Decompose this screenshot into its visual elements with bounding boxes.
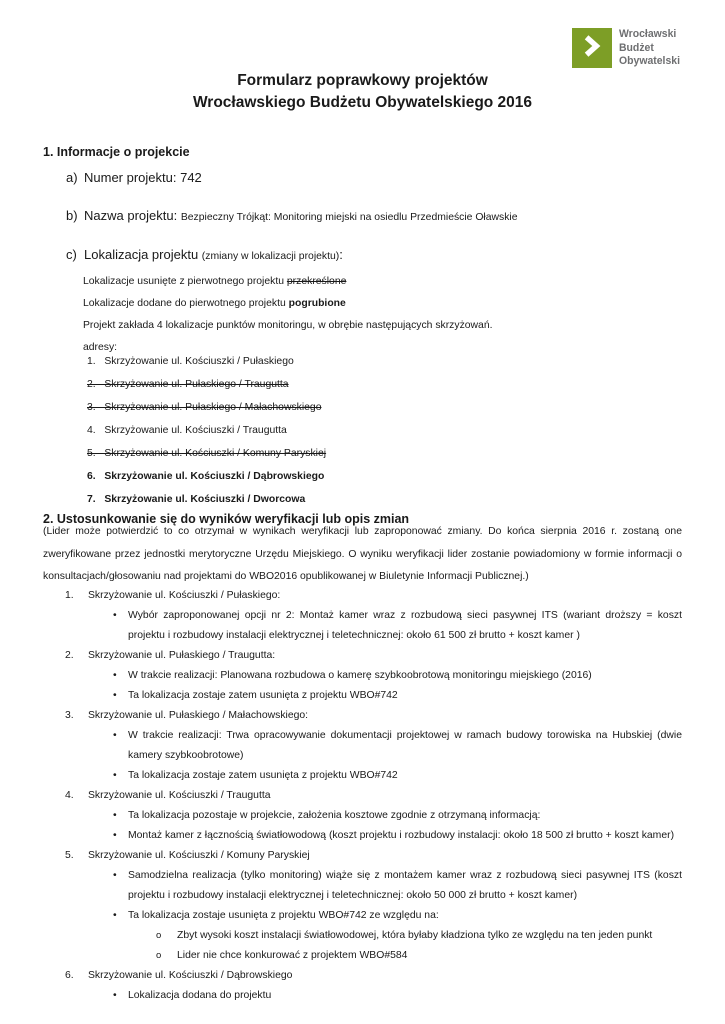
logo-line: Obywatelski bbox=[618, 55, 680, 67]
change-item-title bbox=[43, 846, 682, 866]
section1-heading: 1. Informacje o projekcie bbox=[43, 145, 190, 159]
location-item: 6. Skrzyżowanie ul. Kościuszki / Dąbrowskiego bbox=[87, 471, 325, 482]
bullet-text: Ta lokalizacja zostaje zatem usunięta z projektu WBO#742 bbox=[128, 769, 398, 781]
logo-wordmark bbox=[619, 28, 680, 69]
bullet-text: Lokalizacja dodana do projektu bbox=[128, 989, 272, 1001]
change-subbullet bbox=[43, 926, 682, 946]
project-name-value: Bezpieczny Trójkąt: Monitoring miejski na osiedlu Przedmieście Oławskie bbox=[180, 212, 518, 223]
circle-bullet-icon: o bbox=[156, 929, 162, 941]
bullet-icon: • bbox=[113, 829, 117, 841]
location-list bbox=[87, 350, 682, 511]
location-note: (zmiany w lokalizacji projektu) bbox=[201, 251, 340, 262]
addresses-label: adresy: bbox=[83, 342, 118, 353]
bullet-icon: • bbox=[113, 729, 117, 741]
change-item-number: 1. bbox=[65, 589, 74, 601]
chevron-right-icon bbox=[579, 33, 605, 64]
field-project-location bbox=[43, 246, 682, 266]
change-item-number: 6. bbox=[65, 969, 74, 981]
legend-added bbox=[83, 293, 682, 315]
location-item: 3. Skrzyżowanie ul. Pułaskiego / Małachowskiego bbox=[87, 402, 322, 413]
bullet-icon: • bbox=[113, 769, 117, 781]
logo-square bbox=[572, 28, 612, 68]
logo-line: Wrocławski bbox=[618, 28, 677, 40]
location-item: 4. Skrzyżowanie ul. Kościuszki / Traugutta bbox=[87, 425, 287, 436]
bullet-text: Montaż kamer z łącznością światłowodową (koszt projektu i rozbudowy instalacji: około 18 500 zł brutto + koszt kamer) bbox=[128, 829, 675, 841]
title-line-2: Wrocławskiego Budżetu Obywatelskiego 2016 bbox=[192, 94, 533, 111]
bullet-text: Ta lokalizacja pozostaje w projekcie, założenia kosztowe zgodnie z otrzymaną informacją: bbox=[128, 809, 541, 821]
change-bullet bbox=[43, 806, 682, 826]
change-item-text: Skrzyżowanie ul. Kościuszki / Pułaskiego: bbox=[88, 589, 281, 601]
change-bullet bbox=[43, 906, 682, 926]
changes-list bbox=[43, 586, 682, 1006]
location-item: 1. Skrzyżowanie ul. Kościuszki / Pułaskiego bbox=[87, 356, 294, 367]
bullet-text: W trakcie realizacji: Planowana rozbudowa o kamerę szybkoobrotową monitoringu miejskiego (2016) bbox=[128, 669, 592, 681]
bullet-icon: • bbox=[113, 869, 117, 881]
subbullet-text: Lider nie chce konkurować z projektem WBO#584 bbox=[177, 949, 408, 961]
change-bullet bbox=[43, 606, 682, 646]
location-details bbox=[83, 271, 682, 359]
change-bullet bbox=[43, 726, 682, 766]
change-bullet bbox=[43, 766, 682, 786]
legend-removed-prefix: Lokalizacje usunięte z pierwotnego projektu bbox=[83, 276, 287, 287]
field-label-c: c) bbox=[66, 247, 77, 262]
change-item-number: 4. bbox=[65, 789, 74, 801]
subbullet-text: Zbyt wysoki koszt instalacji światłowodowej, która byłaby kładziona tylko ze względu na ten jeden punkt bbox=[177, 929, 653, 941]
change-bullet bbox=[43, 686, 682, 706]
bullet-text: Ta lokalizacja zostaje usunięta z projektu WBO#742 ze względu na: bbox=[128, 909, 439, 921]
legend-added-word: pogrubione bbox=[288, 298, 346, 309]
section2-heading: 2. Ustosunkowanie się do wyników weryfikacji lub opis zmian bbox=[43, 512, 410, 526]
project-name-label: Nazwa projektu: bbox=[84, 208, 181, 223]
bullet-text: Samodzielna realizacja (tylko monitoring) wiąże się z montażem kamer wraz z rozbudową sieci pasywnej ITS (koszt projektu i rozbudowy instalacji elektrycznej i teletechnicznej: około 50 000 zł brutto + koszt kamer) bbox=[128, 869, 682, 901]
change-item-text: Skrzyżowanie ul. Pułaskiego / Traugutta: bbox=[88, 649, 276, 661]
bullet-icon: • bbox=[113, 669, 117, 681]
change-bullet bbox=[43, 826, 682, 846]
field-project-name bbox=[43, 207, 682, 227]
bullet-text: W trakcie realizacji: Trwa opracowywanie dokumentacji projektowej w ramach budowy torowiska na Hubskiej (dwie kamery szybkoobrotowe) bbox=[128, 729, 682, 761]
location-label: Lokalizacja projektu bbox=[84, 247, 202, 262]
location-item: 7. Skrzyżowanie ul. Kościuszki / Dworcowa bbox=[87, 494, 306, 505]
bullet-icon: • bbox=[113, 989, 117, 1001]
change-item-number: 3. bbox=[65, 709, 74, 721]
title-line-1: Formularz poprawkowy projektów bbox=[237, 72, 488, 89]
change-bullet bbox=[43, 986, 682, 1006]
bullet-icon: • bbox=[113, 809, 117, 821]
change-item-title bbox=[43, 966, 682, 986]
field-project-number bbox=[43, 169, 682, 187]
bullet-icon: • bbox=[113, 609, 117, 621]
legend-removed-word: przekreślone bbox=[286, 276, 347, 287]
change-item-title bbox=[43, 706, 682, 726]
section2-intro: (Lider może potwierdzić to co otrzymał w wynikach weryfikacji lub zaproponować zmiany. Do końca sierpnia 2016 r. zostaną one zweryfikowane przez jednostki merytoryczne Urzędu Miejskiego. O wyniku weryfikacji lider zostanie powiadomiony w formie informacji o konsultacjach/głosowaniu nad projektami do WBO2016 opublikowanej w Biuletynie Informacji Publicznej.) bbox=[43, 526, 682, 582]
wbo-logo bbox=[572, 28, 683, 69]
bullet-text: Wybór zaproponowanej opcji nr 2: Montaż kamer wraz z rozbudową sieci pasywnej ITS (wariant droższy = koszt projektu i rozbudowy instalacji elektrycznej i teletechnicznej: około 61 500 zł brutto + koszt kamer ) bbox=[128, 609, 682, 641]
change-item-title bbox=[43, 586, 682, 606]
change-item-title bbox=[43, 646, 682, 666]
bullet-icon: • bbox=[113, 909, 117, 921]
project-description: Projekt zakłada 4 lokalizacje punktów monitoringu, w obrębie następujących skrzyżowań. bbox=[83, 320, 493, 331]
change-item-text: Skrzyżowanie ul. Kościuszki / Komuny Paryskiej bbox=[88, 849, 310, 861]
change-item-number: 5. bbox=[65, 849, 74, 861]
change-item-title bbox=[43, 786, 682, 806]
location-item: 5. Skrzyżowanie ul. Kościuszki / Komuny Paryskiej bbox=[87, 448, 327, 459]
location-item: 2. Skrzyżowanie ul. Pułaskiego / Traugutta bbox=[87, 379, 289, 390]
location-colon: : bbox=[339, 247, 343, 262]
bullet-icon: • bbox=[113, 689, 117, 701]
change-bullet bbox=[43, 666, 682, 686]
legend-added-prefix: Lokalizacje dodane do pierwotnego projektu bbox=[83, 298, 289, 309]
project-number-value: 742 bbox=[180, 170, 202, 185]
field-label-b: b) bbox=[66, 208, 78, 223]
change-item-text: Skrzyżowanie ul. Kościuszki / Traugutta bbox=[88, 789, 271, 801]
project-number-name: Numer projektu: bbox=[84, 170, 181, 185]
circle-bullet-icon: o bbox=[156, 949, 162, 961]
change-subbullet bbox=[43, 946, 682, 966]
bullet-text: Ta lokalizacja zostaje zatem usunięta z projektu WBO#742 bbox=[128, 689, 398, 701]
logo-line: Budżet bbox=[618, 41, 654, 54]
change-item-number: 2. bbox=[65, 649, 74, 661]
field-label-a: a) bbox=[66, 170, 78, 185]
change-bullet bbox=[43, 866, 682, 906]
change-item-text: Skrzyżowanie ul. Pułaskiego / Małachowskiego: bbox=[88, 709, 309, 721]
change-item-text: Skrzyżowanie ul. Kościuszki / Dąbrowskiego bbox=[88, 969, 293, 981]
legend-removed bbox=[83, 271, 682, 293]
